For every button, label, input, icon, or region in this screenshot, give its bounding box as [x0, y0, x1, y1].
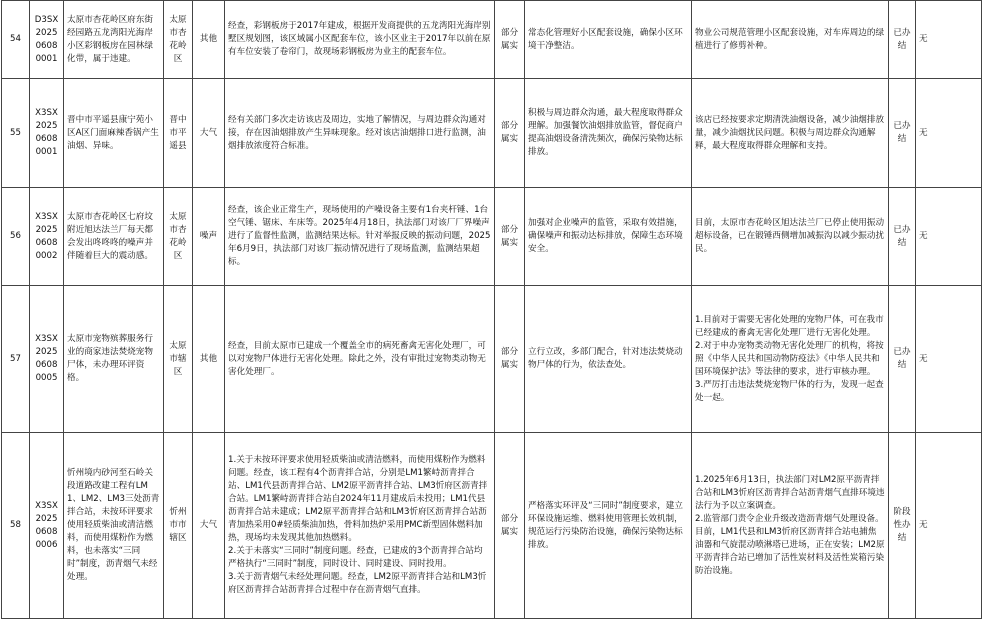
accountability: 无 — [916, 286, 982, 433]
rectification-measures: 积极与周边群众沟通，最大程度取得群众理解。加强餐饮油烟排放监管，督促商户提高油烟设备清洗频次，确保污染物达标排放。 — [525, 79, 692, 188]
pollution-type: 噪声 — [193, 188, 225, 286]
pollution-type: 大气 — [193, 433, 225, 619]
rectification-measures: 立行立改，多部门配合，针对违法焚烧动物尸体的行为，依法查处。 — [525, 286, 692, 433]
complaint-table — [1, 0, 982, 619]
verdict: 部分属实 — [495, 433, 525, 619]
district: 太原市杏花岭区 — [164, 188, 193, 286]
progress-item: 3.严厉打击违法焚烧宠物尸体的行为，发现一起查处一起。 — [695, 379, 884, 403]
district: 忻州市市辖区 — [164, 433, 193, 619]
progress — [692, 433, 889, 619]
finding-item: 2.关于未落实“三同时”制度问题。经查，已建成的3个沥青拌合站均严格执行“三同时”制度，同时设计、同时建设、同时投用。 — [228, 546, 483, 569]
table-row — [2, 79, 982, 188]
verdict: 部分属实 — [495, 286, 525, 433]
rectification-measures: 常态化管理好小区配套设施，确保小区环境干净整洁。 — [525, 1, 692, 79]
investigation-finding — [225, 433, 495, 619]
row-number: 54 — [2, 1, 30, 79]
verdict: 部分属实 — [495, 79, 525, 188]
progress — [692, 188, 889, 286]
table-row — [2, 188, 982, 286]
handling-status: 已办结 — [889, 1, 916, 79]
district: 晋中市平遥县 — [164, 79, 193, 188]
investigation-finding: 经查，彩钢板房于2017年建成，根据开发商提供的五龙湾阳光海岸别墅区规划图，该区域属小区配套车位，该小区业主于2017年以前在原有车位安装了卷帘门，故现场彩钢板房为业主的配套车位。 — [225, 1, 495, 79]
progress-item: 物业公司规范管理小区配套设施，对车库周边的绿植进行了修剪补种。 — [695, 27, 885, 51]
progress — [692, 286, 889, 433]
accountability: 无 — [916, 188, 982, 286]
district: 太原市辖区 — [164, 286, 193, 433]
investigation-finding: 经查，该企业正常生产，现场使用的产噪设备主要有1台夹杆锤、1台空气锤、锯床、车床等。2025年4月18日，执法部门对该厂厂界噪声进行了监督性监测，监测结果达标。针对举报反映的振动问题，2025年6月9日，执法部门对该厂振动情况进行了现场监测，监测结果超标。 — [225, 188, 495, 286]
handling-status: 已办结 — [889, 188, 916, 286]
rectification-measures: 加强对企业噪声的监管，采取有效措施，确保噪声和振动达标排放，保障生态环境安全。 — [525, 188, 692, 286]
complaint-content: 太原市宠物殡葬服务行业的商家违法焚烧宠物尸体，未办理环评资格。 — [64, 286, 164, 433]
table-row — [2, 286, 982, 433]
progress-item: 目前，太原市杏花岭区旭达法兰厂已停止使用振动超标设备，已在锻锤西侧增加减振沟以减少振动扰民。 — [695, 218, 885, 254]
complaint-content: 晋中市平遥县康宁苑小区A区门面麻辣香锅产生油烟、异味。 — [64, 79, 164, 188]
finding-item: 1.关于未按环评要求使用轻质柴油或清洁燃料，而使用煤粉作为燃料问题。经查，该工程有4个沥青拌合站，分别是LM1繁峙沥青拌合站、LM1代县沥青拌合站、LM2原平沥青拌合站、LM3忻府区沥青拌合站。LM1繁峙沥青拌合站自2024年11月建成后未投用；LM1代县沥青拌合站未建成；LM2原平沥青拌合站和LM3忻府区沥青拌合站沥青加热采用0#轻质柴油加热，骨料加热炉采用PMC新型固体燃料加热，现场均未发现其他加热燃料。 — [228, 455, 488, 543]
progress-item: 该店已经按要求定期清洗油烟设备，减少油烟排放量，减少油烟扰民问题。积极与周边群众沟通解释，最大程度取得群众理解和支持。 — [695, 114, 885, 151]
case-code: X3SX202506080006 — [30, 433, 64, 619]
verdict: 部分属实 — [495, 188, 525, 286]
progress-item: 2.对于申办宠物类动物无害化处理厂的机构，将按照《中华人民共和国动物防疫法》《中华人民共和国环境保护法》等法律的要求，进行审核办理。 — [695, 340, 884, 377]
complaint-content: 忻州境内砂河至石岭关段道路改建工程有LM1、LM2、LM3三处沥青拌合站，未按环评要求使用轻质柴油或清洁燃料，而使用煤粉作为燃料，也未落实“三同时”制度，沥青烟气未经处理。 — [64, 433, 164, 619]
progress — [692, 1, 889, 79]
case-code: D3SX202506080001 — [30, 1, 64, 79]
progress-item: 2.监管部门责令企业升级改造沥青烟气处理设备。目前，LM1代县和LM3忻府区沥青拌合站电捕焦油器和气旋混动喷淋塔已进场，正在安装；LM2原平沥青拌合站已增加了活性炭材料及活性炭箱污染防治设施。 — [695, 513, 885, 576]
investigation-finding: 经有关部门多次走访该店及周边，实地了解情况，与周边群众沟通对接，存在因油烟排放产生异味现象。经对该店油烟排口进行监测，油烟排放浓度符合标准。 — [225, 79, 495, 188]
accountability: 无 — [916, 433, 982, 619]
case-code: X3SX202506080005 — [30, 286, 64, 433]
district: 太原市杏花岭区 — [164, 1, 193, 79]
complaint-content: 太原市杏花岭区府东街经园路五龙湾阳光海岸小区彩钢板房在园林绿化带，属于违建。 — [64, 1, 164, 79]
row-number: 57 — [2, 286, 30, 433]
finding-item: 3.关于沥青烟气未经处理问题。经查，LM2原平沥青拌合站和LM3忻府区沥青拌合站沥青拌合过程中存在沥青烟气直排。 — [228, 572, 487, 595]
handling-status: 已办结 — [889, 79, 916, 188]
row-number: 56 — [2, 188, 30, 286]
rectification-measures: 严格落实环评及“三同时”制度要求，建立环保设施运维、燃料使用管理长效机制，规范运行污染防治设施，确保污染物达标排放。 — [525, 433, 692, 619]
accountability: 无 — [916, 1, 982, 79]
investigation-finding: 经查，目前太原市已建成一个覆盖全市的病死畜禽无害化处理厂，可以对宠物尸体进行无害化处理。除此之外，没有审批过宠物类动物无害化处理厂。 — [225, 286, 495, 433]
verdict: 部分属实 — [495, 1, 525, 79]
case-code: X3SX202506080002 — [30, 188, 64, 286]
handling-status: 阶段性办结 — [889, 433, 916, 619]
table-row — [2, 1, 982, 79]
progress-item: 1.2025年6月13日，执法部门对LM2原平沥青拌合站和LM3忻府区沥青拌合站沥青烟气直排环境违法行为予以立案调查。 — [695, 474, 885, 511]
handling-status: 已办结 — [889, 286, 916, 433]
complaint-content: 太原市杏花岭区七府坟附近旭达法兰厂每天都会发出咚咚咚的噪声并伴随着巨大的震动感。 — [64, 188, 164, 286]
row-number: 55 — [2, 79, 30, 188]
pollution-type: 大气 — [193, 79, 225, 188]
pollution-type: 其他 — [193, 286, 225, 433]
progress-item: 1.目前对于需要无害化处理的宠物尸体，可在我市已经建成的畜禽无害化处理厂进行无害化处理。 — [695, 314, 884, 338]
case-code: X3SX202506080001 — [30, 79, 64, 188]
row-number: 58 — [2, 433, 30, 619]
accountability: 无 — [916, 79, 982, 188]
table-row — [2, 433, 982, 619]
pollution-type: 其他 — [193, 1, 225, 79]
progress — [692, 79, 889, 188]
